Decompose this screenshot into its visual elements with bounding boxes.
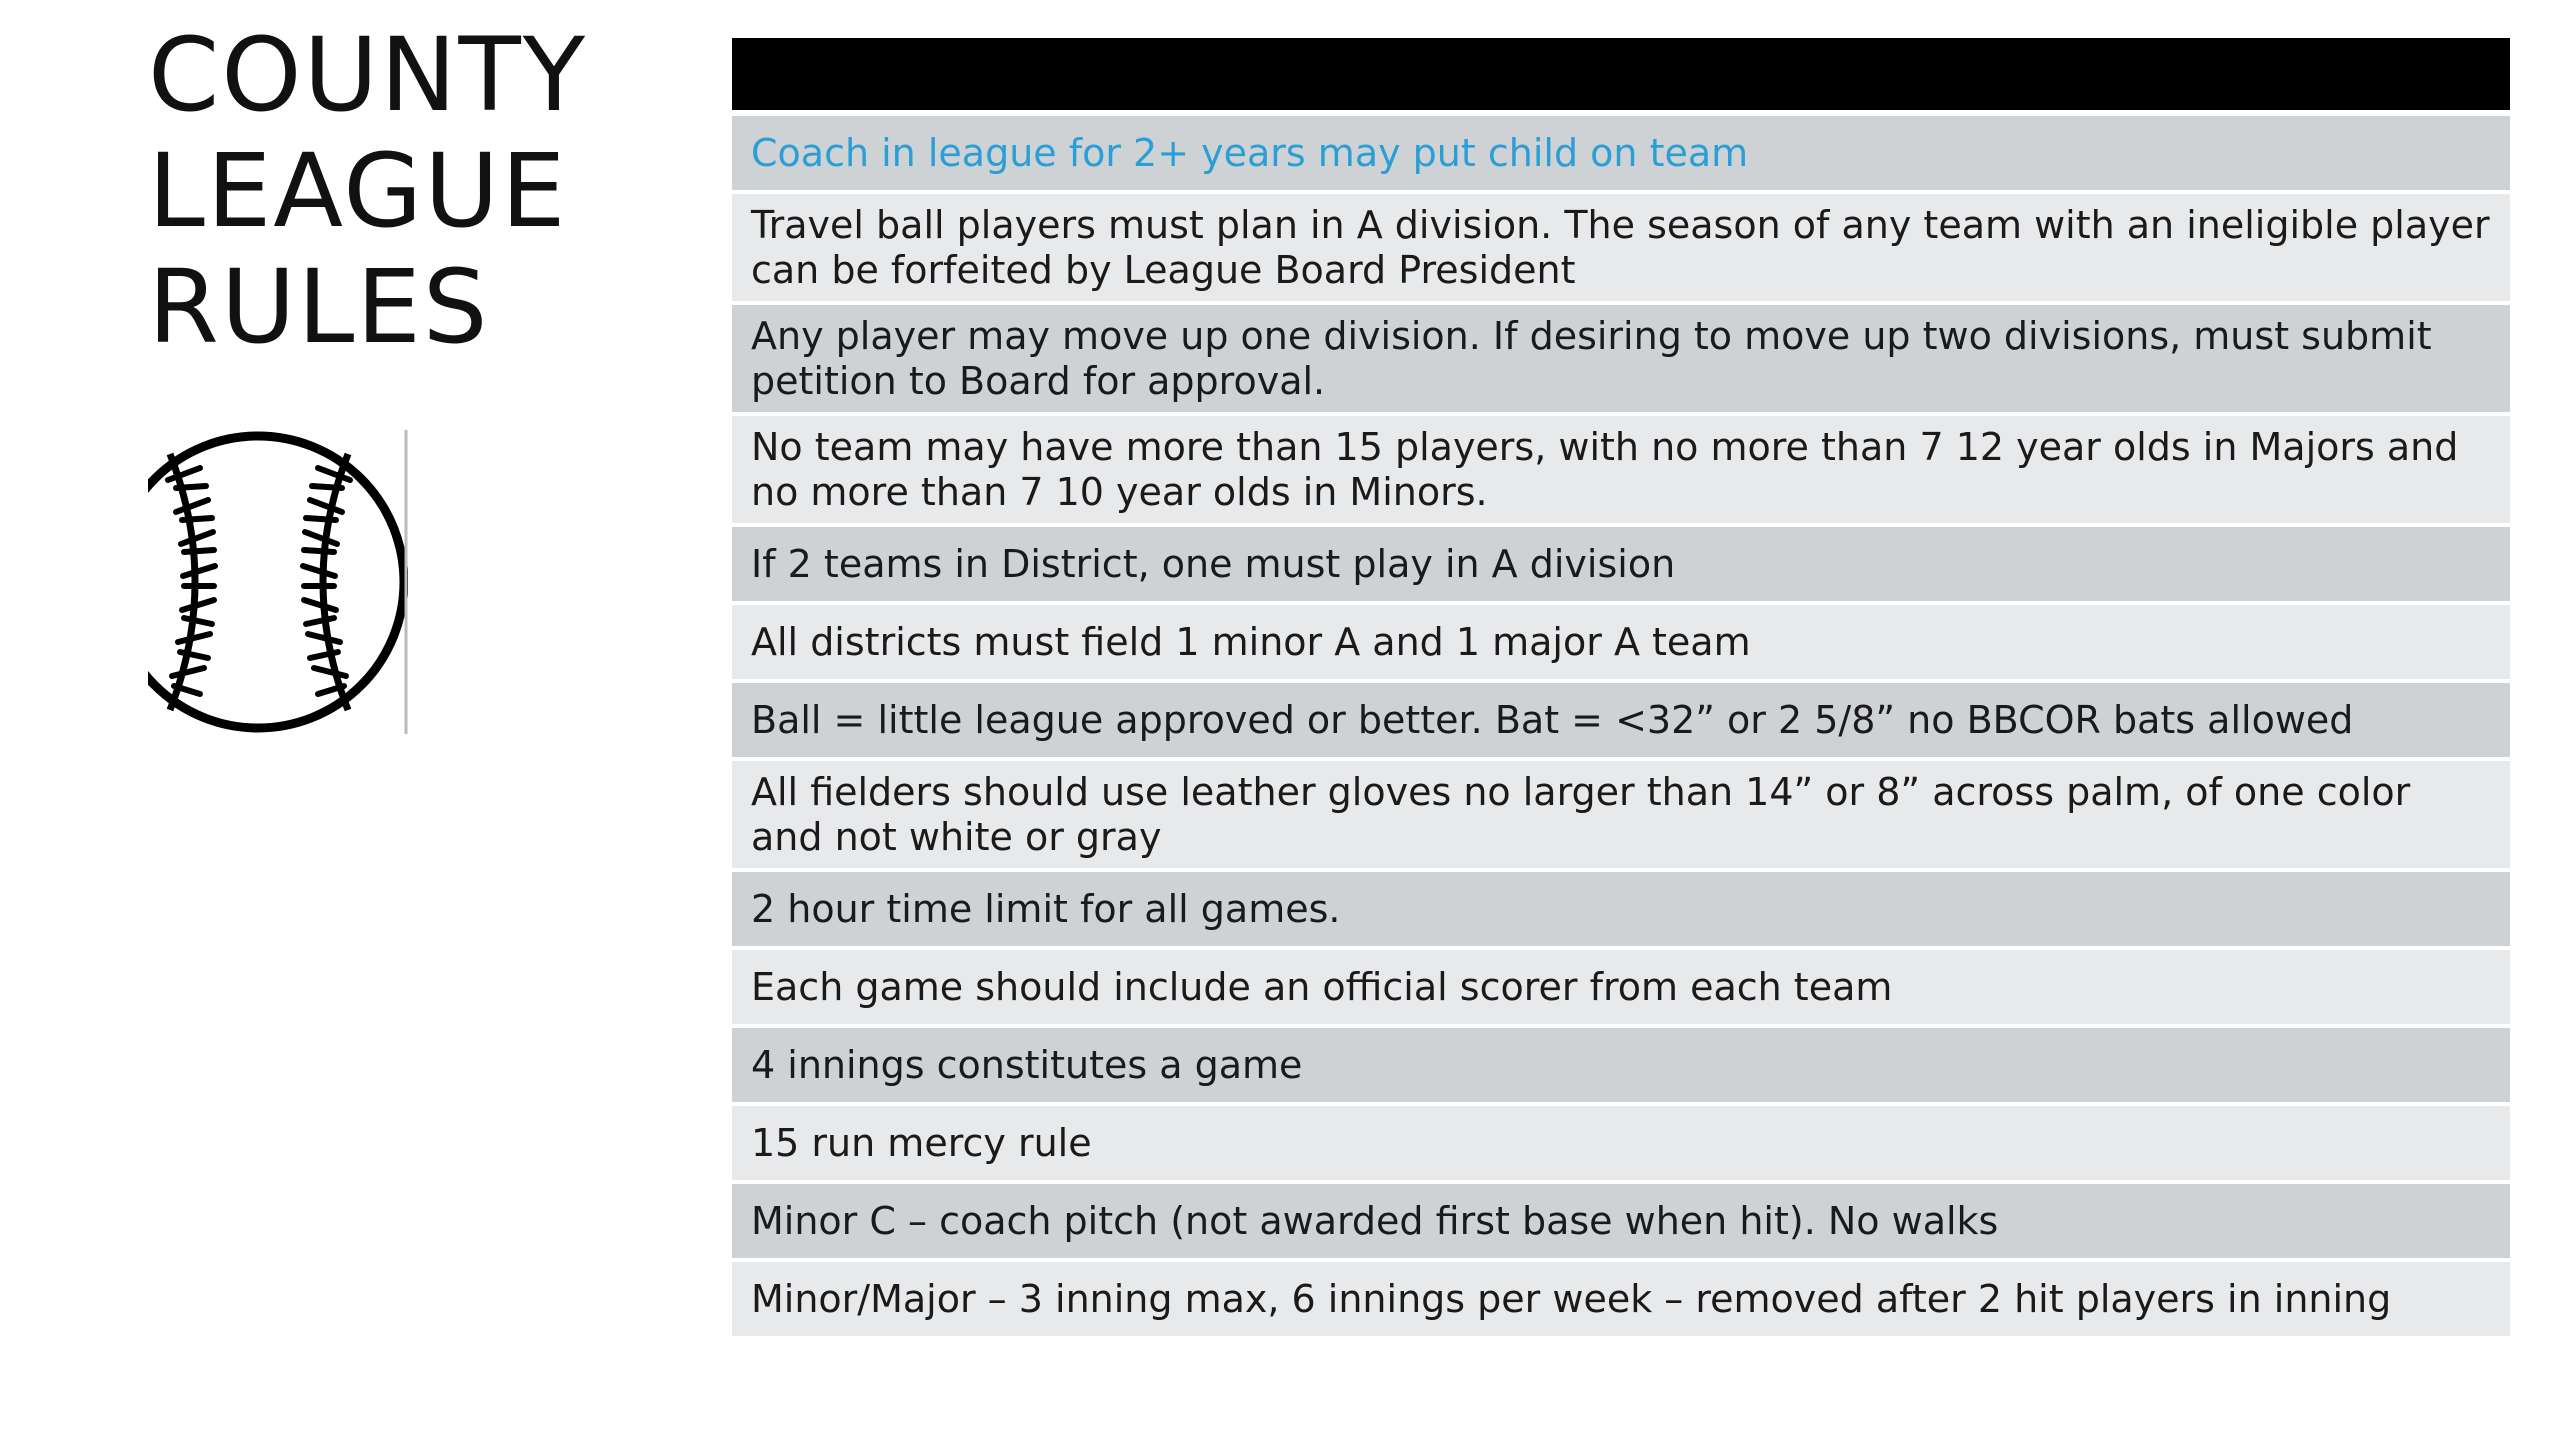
table-row xyxy=(732,305,2510,412)
rule-text: Minor C – coach pitch (not awarded first base when hit). No walks xyxy=(751,1199,1999,1243)
rule-text: Travel ball players must plan in A division. The season of any team with an ineligible player can be forfeited by League Board President xyxy=(751,203,2490,292)
rule-text: Minor/Major – 3 inning max, 6 innings per week – removed after 2 hit players in inning xyxy=(751,1277,2392,1321)
rule-text: Ball = little league approved or better. Bat = <32” or 2 5/8” no BBCOR bats allowed xyxy=(751,698,2354,742)
rule-text: If 2 teams in District, one must play in A division xyxy=(751,542,1676,586)
page-title xyxy=(148,18,708,366)
table-row xyxy=(732,1028,2510,1102)
title-line-1: COUNTY xyxy=(148,16,588,135)
table-row xyxy=(732,1106,2510,1180)
table-row xyxy=(732,527,2510,601)
rule-text: 2 hour time limit for all games. xyxy=(751,887,1341,931)
table-header-bar xyxy=(732,38,2510,110)
rule-text: Each game should include an official scorer from each team xyxy=(751,965,1893,1009)
baseball-icon xyxy=(148,430,408,734)
title-line-2: LEAGUE xyxy=(148,132,568,251)
rule-text: 15 run mercy rule xyxy=(751,1121,1092,1165)
table-row xyxy=(732,950,2510,1024)
rule-text: All fielders should use leather gloves no larger than 14” or 8” across palm, of one color and not white or gray xyxy=(751,770,2411,859)
table-row xyxy=(732,116,2510,190)
table-row xyxy=(732,761,2510,868)
rule-text: 4 innings constitutes a game xyxy=(751,1043,1303,1087)
rule-text: No team may have more than 15 players, with no more than 7 12 year olds in Majors and no more than 7 10 year olds in Minors. xyxy=(751,425,2459,514)
table-row xyxy=(732,416,2510,523)
rule-text: Coach in league for 2+ years may put child on team xyxy=(751,131,1749,175)
rules-table xyxy=(732,38,2510,1340)
table-row xyxy=(732,605,2510,679)
table-row xyxy=(732,194,2510,301)
rule-text: Any player may move up one division. If desiring to move up two divisions, must submit petition to Board for approval. xyxy=(751,314,2432,403)
rule-text: All districts must field 1 minor A and 1 major A team xyxy=(751,620,1751,664)
table-row xyxy=(732,683,2510,757)
table-row xyxy=(732,1262,2510,1336)
table-row xyxy=(732,872,2510,946)
title-line-3: RULES xyxy=(148,248,490,367)
table-row xyxy=(732,1184,2510,1258)
